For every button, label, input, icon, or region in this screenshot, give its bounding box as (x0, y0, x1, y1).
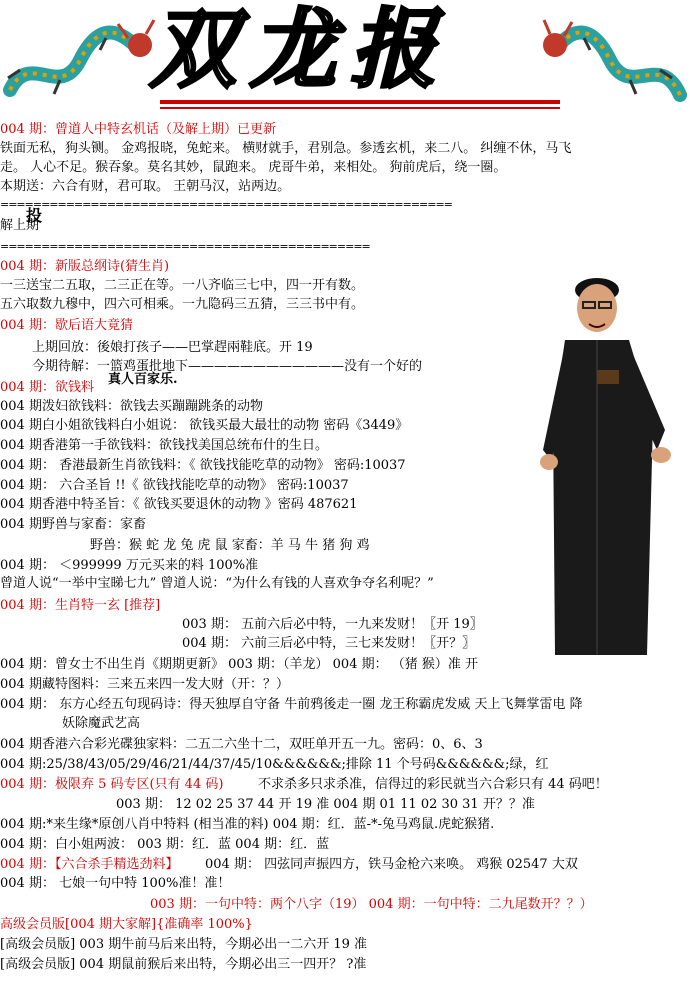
text-line: 高级会员版[004 期大家解]{准确率 100%} (0, 917, 253, 932)
text-line: 003 期： 12 02 25 37 44 开 19 准 004 期 01 11 02 30 31 开？？准 (116, 797, 535, 812)
text-line: 004 期：极限弃 5 码专区(只有 44 码) (0, 777, 224, 792)
dragon-right-icon (540, 10, 690, 110)
text-line: 004 期白小姐欲钱料白小姐说： 欲钱买最大最壮的动物 密码《3449》 (0, 418, 409, 433)
text-line: 004 期香港第一手欲钱料：欲钱找美国总统布什的生日。 (0, 438, 328, 453)
text-line: 一三送宝二五取，二三正在等。一八齐临三七中，四一开有数。 (0, 278, 365, 293)
text-line: 不求杀多只求杀准，信得过的彩民就当六合彩只有 44 码吧！ (258, 777, 608, 792)
text-line: 004 期:*来生缘*原创八肖中特料 (相当准的料) 004 期：红．蓝-*-兔马鸡鼠.虎蛇猴猪. (0, 817, 495, 832)
separator-line: ======================================================= (0, 198, 452, 211)
text-line: 004 期香港六合彩光碟独家料：二五二六坐十二，双旺单开五一九。密码：0、6、3 (0, 737, 483, 752)
text-line: 004 期香港中特圣旨：《 欲钱买要退休的动物 》密码 487621 (0, 497, 358, 512)
text-line: 004 期： 六合圣旨 !!《 欲钱找能吃草的动物》 密码:10037 (0, 478, 349, 493)
text-line: 走。 人心不足。猴吞象。莫名其妙，鼠跑来。 虎哥牛弟，来相处。 狗前虎后，绕一圈。 (0, 160, 507, 175)
masthead-header (0, 0, 690, 118)
text-line: 曾道人说“一举中宝睇七九” 曾道人说：“为什么有钱的人喜欢争夺名利呢？” (0, 576, 434, 591)
text-line: 野兽：猴 蛇 龙 兔 虎 鼠 家畜：羊 马 牛 猪 狗 鸡 (90, 538, 370, 553)
text-line: 上期回放：後娘打孩子——巴掌趕兩鞋底。开 19 (32, 340, 313, 355)
text-line: 五六取数九穆中，四六可相乘。一九隐码三五猜，三三书中有。 (0, 297, 365, 312)
separator-line: ============================================= (0, 240, 370, 253)
text-line: 004 期：生肖特一玄 [推荐] (0, 598, 161, 613)
text-line: 004 期：歇后语大竟猜 (0, 318, 133, 333)
text-line: 004 期野兽与家畜：家畜 (0, 517, 146, 532)
text-line: 004 期： 六前三后必中特，三七来发财！〖开？〗 (182, 636, 476, 651)
dragon-left-icon (0, 10, 160, 110)
masthead-rule-thin (160, 107, 560, 109)
overlay-glyph: 投 (26, 206, 43, 225)
text-line: 004 期： 香港最新生肖欲钱料：《 欲钱找能吃草的动物》 密码:10037 (0, 458, 406, 473)
text-line: 003 期： 五前六后必中特，一九来发财！〖开 19〗 (182, 617, 483, 632)
text-line: 本期送：六合有财，君可取。 王朝马汉，站两边。 (0, 179, 291, 194)
text-line: [高级会员版] 004 期鼠前猴后来出特，今期必出三一四开？ ?准 (0, 957, 367, 972)
text-line: 解上期 (0, 218, 40, 233)
text-line: 004 期:25/38/43/05/29/46/21/44/37/45/10&&&&&&;排除 11 个号码&&&&&&;绿，红 (0, 757, 549, 772)
text-line: 003 期：一句中特：两个八字（19） 004 期：一句中特：二九尾数开？？） (150, 897, 593, 912)
masthead-rule (160, 100, 560, 104)
text-line: 004 期：【六合杀手精选劲料】 (0, 857, 179, 872)
text-line: 004 期： 七娘一句中特 100%准！准！ (0, 876, 231, 891)
text-line: 004 期：新版总纲诗(猜生肖) (0, 259, 170, 274)
text-line: 004 期： 四弦同声振四方，铁马金枪六来唤。 鸡猴 02547 大双 (205, 857, 578, 872)
text-line: [高级会员版] 003 期牛前马后来出特，今期必出一二六开 19 准 (0, 937, 368, 952)
text-line: 004 期：白小姐两波： 003 期：红．蓝 004 期：红．蓝 (0, 837, 330, 852)
text-line: 004 期藏特图料：三来五来四一发大财（开：？） (0, 677, 289, 692)
text-line: 004 期： 东方心经五句现码诗：得天独厚自守备 牛前鸦後走一圈 龙王称霸虎发威 天上飞舞掌雷电 降 (0, 697, 583, 712)
masthead-title: 双龙报 (150, 0, 450, 100)
text-line: 铁面无私，狗头铡。 金鸡报晓，兔蛇来。 横财就手，君别急。参透玄机，来二八。 纠缠不休，马飞 (0, 141, 572, 156)
caption-text: 真人百家乐. (108, 372, 178, 387)
text-line: 妖除魔武艺高 (62, 716, 141, 731)
person-figure-image (535, 250, 685, 660)
text-line: 今期待解：一篮鸡蛋批地下————————————没有一个好的 (32, 359, 423, 374)
text-line: 004 期：曾道人中特玄机话（及解上期）已更新 (0, 122, 276, 137)
text-line: 004 期： ＜999999 万元买来的料 100%准 (0, 558, 259, 573)
text-line: 004 期：曾女士不出生肖《期期更新》 003 期：（羊龙） 004 期： （猪 猴）准 开 (0, 657, 478, 672)
text-line: 004 期泼妇欲钱料：欲钱去买蹦蹦跳条的动物 (0, 399, 263, 414)
text-line: 004 期：欲钱料 (0, 380, 94, 395)
